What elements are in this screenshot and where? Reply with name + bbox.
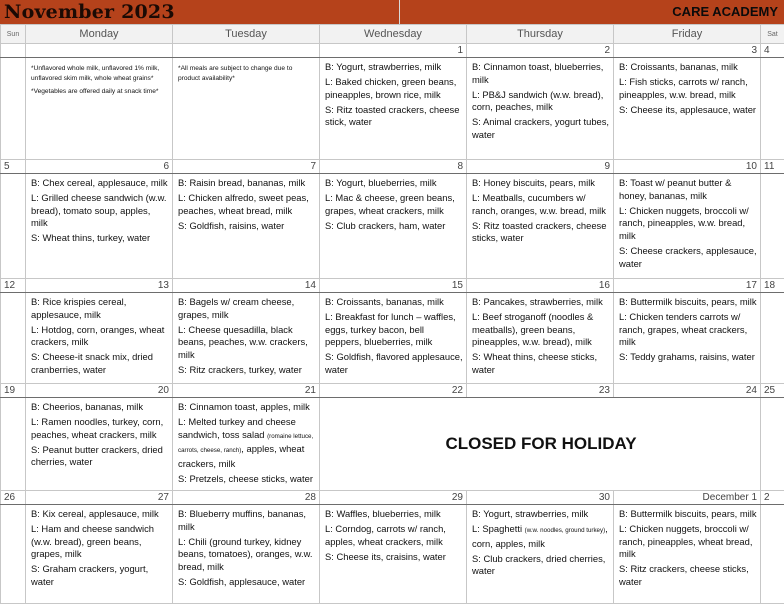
snack-text: S: Animal crackers, yogurt tubes, water bbox=[472, 116, 610, 140]
snack-item bbox=[472, 220, 610, 245]
lunch-item bbox=[178, 192, 316, 217]
snack-text: S: Cheese its, craisins, water bbox=[325, 550, 446, 562]
date-number-thu: 16 bbox=[467, 279, 614, 293]
date-number-sun: 5 bbox=[1, 160, 26, 174]
breakfast-text: B: Croissants, bananas, milk bbox=[619, 61, 738, 72]
day-cell-sun bbox=[1, 293, 26, 384]
date-number-sun: 26 bbox=[1, 491, 26, 505]
date-number-fri: 17 bbox=[614, 279, 761, 293]
day-cell-tue bbox=[173, 58, 320, 160]
breakfast-item bbox=[325, 177, 463, 190]
lunch-text: L: Melted turkey and cheese sandwich, toss salad bbox=[178, 416, 296, 440]
lunch-text: L: Hotdog, corn, oranges, wheat crackers, milk bbox=[31, 323, 165, 348]
breakfast-text: B: Cinnamon toast, apples, milk bbox=[178, 401, 310, 412]
lunch-text: L: Ramen noodles, turkey, corn, peaches, wheat crackers, milk bbox=[31, 416, 164, 440]
breakfast-item bbox=[619, 61, 757, 74]
lunch-item bbox=[31, 324, 169, 349]
date-number-sat: 2 bbox=[761, 491, 784, 505]
menu-note-veg: *Vegetables are offered daily at snack time* bbox=[31, 88, 159, 95]
spaghetti-detail: (w.w. noodles, ground turkey) bbox=[524, 527, 606, 535]
snack-item bbox=[178, 473, 316, 486]
snack-item bbox=[325, 551, 463, 564]
calendar-header bbox=[0, 0, 784, 24]
snack-text: S: Pretzels, cheese sticks, water bbox=[178, 472, 313, 484]
snack-item bbox=[325, 104, 463, 129]
date-number-tue: 7 bbox=[173, 160, 320, 174]
date-number-fri: 10 bbox=[614, 160, 761, 174]
snack-item bbox=[472, 351, 610, 376]
snack-text: S: Peanut butter crackers, dried cherries, water bbox=[31, 443, 163, 468]
breakfast-text: B: Chex cereal, applesauce, milk bbox=[31, 177, 168, 188]
breakfast-item bbox=[619, 508, 757, 521]
breakfast-item bbox=[325, 296, 463, 309]
breakfast-item bbox=[472, 296, 610, 309]
date-number-tue: 28 bbox=[173, 491, 320, 505]
snack-text: S: Wheat thins, cheese sticks, water bbox=[472, 351, 598, 375]
snack-text: S: Goldfish, applesauce, water bbox=[178, 575, 306, 587]
breakfast-text: B: Kix cereal, applesauce, milk bbox=[31, 508, 159, 519]
day-cell-wed bbox=[320, 58, 467, 160]
week-row bbox=[1, 58, 784, 160]
day-cell-tue bbox=[173, 398, 320, 491]
date-number-row bbox=[1, 384, 784, 398]
day-cell-tue bbox=[173, 174, 320, 279]
lunch-text: L: Chicken tenders carrots w/ ranch, grapes, wheat crackers, milk bbox=[619, 311, 748, 348]
lunch-item bbox=[31, 192, 169, 230]
lunch-item bbox=[31, 416, 169, 441]
breakfast-text: B: Waffles, blueberries, milk bbox=[325, 508, 441, 519]
day-cell-mon bbox=[26, 293, 173, 384]
day-cell-fri bbox=[614, 174, 761, 279]
date-number-sun bbox=[1, 44, 26, 58]
lunch-item bbox=[619, 311, 757, 349]
day-cell-sat bbox=[761, 505, 784, 604]
lunch-item bbox=[619, 523, 757, 561]
salad-detail: (romaine lettuce, carrots, cheese, ranch) bbox=[178, 432, 314, 455]
date-number-mon: 6 bbox=[26, 160, 173, 174]
day-cell-wed bbox=[320, 505, 467, 604]
lunch-item bbox=[178, 324, 316, 362]
breakfast-text: B: Pancakes, strawberries, milk bbox=[472, 296, 603, 307]
day-cell-thu bbox=[467, 58, 614, 160]
weekday-sun: Sun bbox=[1, 25, 26, 44]
snack-item bbox=[31, 232, 169, 245]
snack-text: S: Graham crackers, yogurt, water bbox=[31, 563, 149, 587]
breakfast-text: B: Croissants, bananas, milk bbox=[325, 296, 444, 307]
breakfast-item bbox=[619, 177, 757, 202]
date-number-tue: 14 bbox=[173, 279, 320, 293]
lunch-item bbox=[619, 76, 757, 101]
weekday-wednesday: Wednesday bbox=[320, 25, 467, 44]
month-title: November 2023 bbox=[4, 1, 175, 23]
breakfast-text: B: Toast w/ peanut butter & honey, bananas, milk bbox=[619, 177, 732, 201]
day-cell-fri bbox=[614, 58, 761, 160]
snack-text: S: Ritz crackers, turkey, water bbox=[178, 363, 302, 375]
day-cell-sat bbox=[761, 58, 784, 160]
date-number-mon: 13 bbox=[26, 279, 173, 293]
header-divider bbox=[399, 0, 400, 24]
date-number-mon bbox=[26, 44, 173, 58]
breakfast-item bbox=[178, 401, 316, 414]
day-cell-sun bbox=[1, 58, 26, 160]
date-number-thu: 23 bbox=[467, 384, 614, 398]
weekday-thursday: Thursday bbox=[467, 25, 614, 44]
snack-item bbox=[325, 220, 463, 233]
lunch-item bbox=[178, 536, 316, 574]
lunch-text: L: Breakfast for lunch – waffles, eggs, turkey bacon, bell peppers, blueberries, milk bbox=[325, 311, 456, 348]
breakfast-item bbox=[31, 508, 169, 521]
snack-item bbox=[31, 351, 169, 376]
day-cell-sun bbox=[1, 398, 26, 491]
snack-item bbox=[619, 563, 757, 588]
lunch-item bbox=[472, 192, 610, 217]
breakfast-text: B: Raisin bread, bananas, milk bbox=[178, 177, 306, 188]
breakfast-text: B: Bagels w/ cream cheese, grapes, milk bbox=[178, 296, 295, 320]
snack-text: S: Ritz toasted crackers, cheese stick, water bbox=[325, 103, 460, 128]
breakfast-text: B: Cinnamon toast, blueberries, milk bbox=[472, 61, 604, 85]
breakfast-text: B: Buttermilk biscuits, pears, milk bbox=[619, 508, 757, 519]
breakfast-item bbox=[472, 508, 610, 521]
date-number-mon: 27 bbox=[26, 491, 173, 505]
lunch-text: L: Cheese quesadilla, black beans, peaches, w.w. crackers, milk bbox=[178, 323, 308, 360]
date-number-thu: 30 bbox=[467, 491, 614, 505]
snack-item bbox=[472, 553, 610, 578]
holiday-cell bbox=[320, 398, 761, 491]
snack-text: S: Cheese crackers, applesauce, water bbox=[619, 244, 757, 269]
breakfast-item bbox=[472, 177, 610, 190]
snack-text: S: Wheat thins, turkey, water bbox=[31, 232, 151, 244]
lunch-item bbox=[472, 523, 610, 550]
breakfast-text: B: Honey biscuits, pears, milk bbox=[472, 177, 595, 188]
lunch-text: L: Spaghetti bbox=[472, 523, 523, 535]
breakfast-item bbox=[178, 508, 316, 533]
date-number-sat: 11 bbox=[761, 160, 784, 174]
snack-text: S: Goldfish, flavored applesauce, water bbox=[325, 351, 463, 375]
snack-item bbox=[178, 364, 316, 377]
weekday-sat: Sat bbox=[761, 25, 784, 44]
breakfast-item bbox=[325, 61, 463, 74]
menu-note-change: *All meals are subject to change due to product availability* bbox=[178, 65, 293, 82]
date-number-sat: 18 bbox=[761, 279, 784, 293]
date-number-wed: 22 bbox=[320, 384, 467, 398]
weekday-friday: Friday bbox=[614, 25, 761, 44]
day-cell-sun bbox=[1, 505, 26, 604]
menu-note-milk: *Unflavored whole milk, unflavored 1% milk, unflavored skim milk, whole wheat grains* bbox=[31, 65, 160, 82]
date-number-mon: 20 bbox=[26, 384, 173, 398]
breakfast-item bbox=[31, 296, 169, 321]
date-number-row bbox=[1, 279, 784, 293]
snack-item bbox=[178, 220, 316, 233]
breakfast-item bbox=[178, 177, 316, 190]
date-number-wed: 8 bbox=[320, 160, 467, 174]
lunch-text-cont: , apples, wheat crackers, milk bbox=[178, 443, 305, 469]
snack-item bbox=[619, 245, 757, 270]
date-number-sat: 4 bbox=[761, 44, 784, 58]
day-cell-wed bbox=[320, 174, 467, 279]
weekday-tuesday: Tuesday bbox=[173, 25, 320, 44]
holiday-label: CLOSED FOR HOLIDAY bbox=[445, 434, 637, 454]
lunch-item bbox=[619, 205, 757, 243]
snack-text: S: Cheese its, applesauce, water bbox=[619, 103, 757, 115]
lunch-text: L: Baked chicken, green beans, pineapples, brown rice, milk bbox=[325, 76, 457, 100]
weekday-header-row bbox=[1, 25, 784, 44]
day-cell-sat bbox=[761, 174, 784, 279]
breakfast-item bbox=[31, 177, 169, 190]
snack-text: S: Club crackers, ham, water bbox=[325, 219, 446, 231]
week-row bbox=[1, 174, 784, 279]
day-cell-thu bbox=[467, 174, 614, 279]
date-number-tue bbox=[173, 44, 320, 58]
lunch-item bbox=[472, 89, 610, 114]
lunch-text: L: Beef stroganoff (noodles & meatballs), green beans, pineapples, w.w. bread), milk bbox=[472, 311, 594, 348]
day-cell-sat bbox=[761, 398, 784, 491]
date-number-sun: 12 bbox=[1, 279, 26, 293]
lunch-item bbox=[325, 192, 463, 217]
lunch-text: L: Corndog, carrots w/ ranch, apples, wheat crackers, milk bbox=[325, 523, 446, 547]
day-cell-mon bbox=[26, 398, 173, 491]
snack-text: S: Ritz toasted crackers, cheese sticks, water bbox=[472, 219, 607, 244]
day-cell-mon bbox=[26, 505, 173, 604]
date-number-thu: 9 bbox=[467, 160, 614, 174]
breakfast-item bbox=[178, 296, 316, 321]
lunch-text: L: Chili (ground turkey, kidney beans, tomatoes), oranges, w.w. bread, milk bbox=[178, 535, 313, 572]
date-number-sat: 25 bbox=[761, 384, 784, 398]
breakfast-text: B: Yogurt, strawberries, milk bbox=[472, 508, 589, 519]
lunch-text: L: Grilled cheese sandwich (w.w. bread), tomato soup, apples, milk bbox=[31, 192, 167, 229]
date-number-tue: 21 bbox=[173, 384, 320, 398]
breakfast-text: B: Rice krispies cereal, applesauce, milk bbox=[31, 296, 127, 320]
breakfast-text: B: Buttermilk biscuits, pears, milk bbox=[619, 296, 757, 307]
day-cell-mon bbox=[26, 58, 173, 160]
day-cell-fri bbox=[614, 505, 761, 604]
snack-item bbox=[619, 104, 757, 117]
breakfast-text: B: Cheerios, bananas, milk bbox=[31, 401, 144, 412]
date-number-wed: 29 bbox=[320, 491, 467, 505]
snack-text: S: Goldfish, raisins, water bbox=[178, 219, 285, 231]
breakfast-item bbox=[472, 61, 610, 86]
snack-item bbox=[178, 576, 316, 589]
snack-text: S: Club crackers, dried cherries, water bbox=[472, 552, 606, 577]
school-name: CARE ACADEMY bbox=[672, 4, 778, 19]
day-cell-tue bbox=[173, 293, 320, 384]
lunch-item bbox=[325, 311, 463, 349]
lunch-item bbox=[325, 523, 463, 548]
day-cell-sat bbox=[761, 293, 784, 384]
day-cell-thu bbox=[467, 505, 614, 604]
lunch-text: L: Fish sticks, carrots w/ ranch, pineapples, w.w. bread, milk bbox=[619, 76, 748, 100]
date-number-row bbox=[1, 491, 784, 505]
lunch-text: L: Mac & cheese, green beans, grapes, wheat crackers, milk bbox=[325, 192, 455, 216]
week-row bbox=[1, 293, 784, 384]
lunch-item bbox=[472, 311, 610, 349]
date-number-thu: 2 bbox=[467, 44, 614, 58]
date-number-row bbox=[1, 44, 784, 58]
lunch-text: L: Ham and cheese sandwich (w.w. bread), green beans, grapes, milk bbox=[31, 523, 154, 560]
date-number-sun: 19 bbox=[1, 384, 26, 398]
breakfast-text: B: Blueberry muffins, bananas, milk bbox=[178, 508, 307, 532]
date-number-wed: 1 bbox=[320, 44, 467, 58]
date-number-wed: 15 bbox=[320, 279, 467, 293]
lunch-item bbox=[31, 523, 169, 561]
snack-item bbox=[31, 563, 169, 588]
lunch-text-cont: , corn, apples, milk bbox=[472, 523, 608, 549]
snack-item bbox=[325, 351, 463, 376]
breakfast-item bbox=[325, 508, 463, 521]
day-cell-fri bbox=[614, 293, 761, 384]
day-cell-thu bbox=[467, 293, 614, 384]
date-number-fri: 24 bbox=[614, 384, 761, 398]
breakfast-item bbox=[31, 401, 169, 414]
day-cell-mon bbox=[26, 174, 173, 279]
breakfast-item bbox=[619, 296, 757, 309]
menu-calendar bbox=[0, 24, 784, 604]
snack-item bbox=[472, 116, 610, 141]
lunch-text: L: PB&J sandwich (w.w. bread), corn, peaches, milk bbox=[472, 88, 604, 113]
snack-text: S: Teddy grahams, raisins, water bbox=[619, 351, 755, 363]
day-cell-sun bbox=[1, 174, 26, 279]
lunch-item bbox=[325, 76, 463, 101]
week-row bbox=[1, 398, 784, 491]
lunch-text: L: Chicken nuggets, broccoli w/ ranch, pineapples, w.w. bread, milk bbox=[619, 204, 749, 241]
snack-text: S: Cheese-it snack mix, dried cranberries, water bbox=[31, 351, 153, 375]
snack-item bbox=[619, 351, 757, 364]
day-cell-tue bbox=[173, 505, 320, 604]
snack-text: S: Ritz crackers, cheese sticks, water bbox=[619, 563, 749, 587]
breakfast-text: B: Yogurt, strawberries, milk bbox=[325, 61, 442, 72]
lunch-item bbox=[178, 416, 316, 470]
breakfast-text: B: Yogurt, blueberries, milk bbox=[325, 177, 437, 188]
weekday-monday: Monday bbox=[26, 25, 173, 44]
week-row bbox=[1, 505, 784, 604]
snack-item bbox=[31, 444, 169, 469]
date-number-fri: 3 bbox=[614, 44, 761, 58]
date-number-row bbox=[1, 160, 784, 174]
day-cell-wed bbox=[320, 293, 467, 384]
date-number-fri: December 1 bbox=[614, 491, 761, 505]
lunch-text: L: Meatballs, cucumbers w/ ranch, oranges, w.w. bread, milk bbox=[472, 192, 606, 216]
lunch-text: L: Chicken alfredo, sweet peas, peaches, wheat bread, milk bbox=[178, 192, 309, 216]
lunch-text: L: Chicken nuggets, broccoli w/ ranch, pineapples, wheat bread, milk bbox=[619, 523, 753, 560]
